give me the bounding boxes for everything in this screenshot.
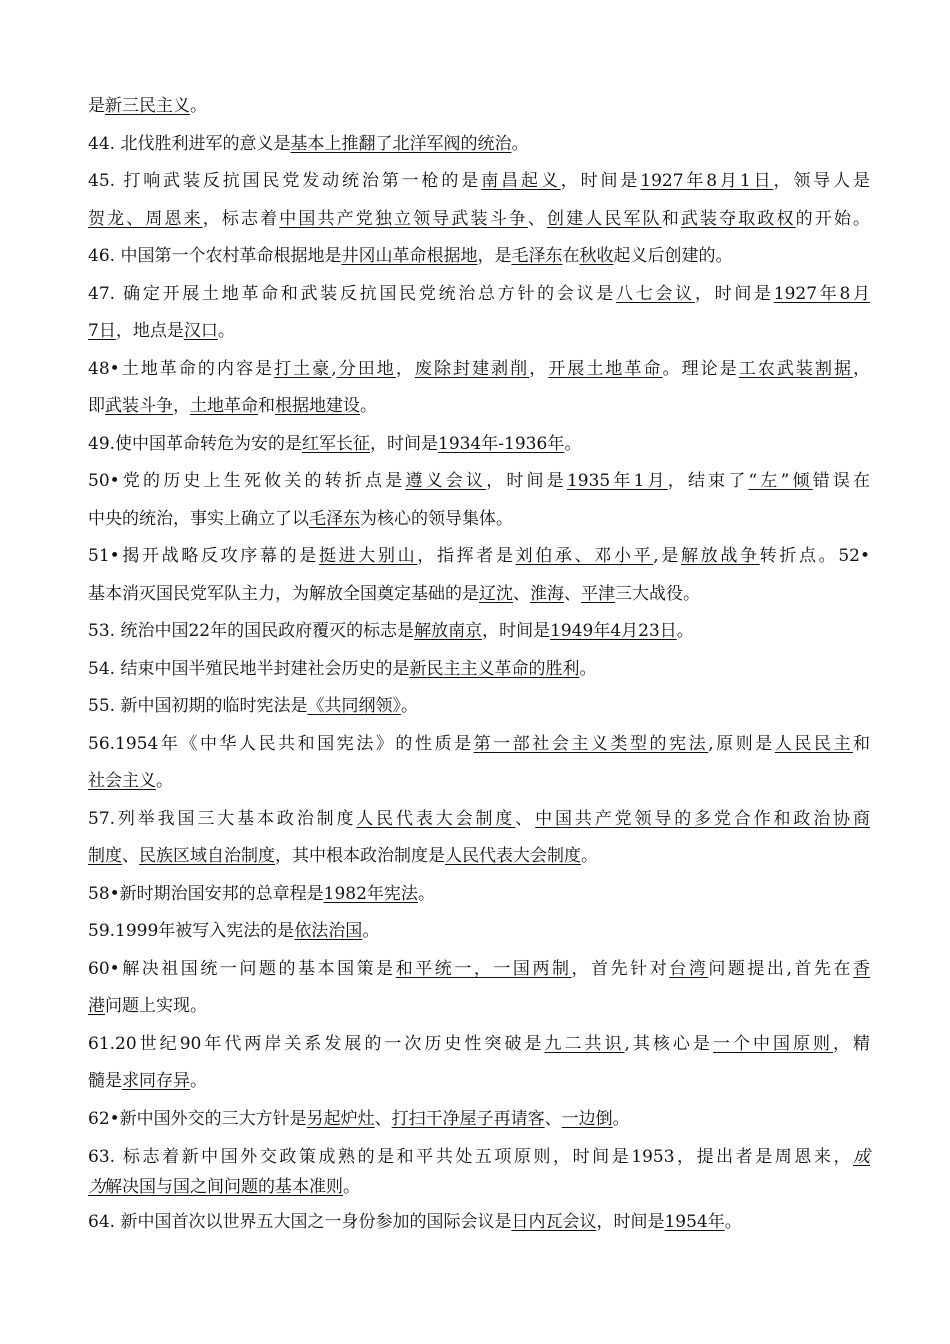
underlined-answer: 依法治国 [294,921,363,941]
text-line [88,1063,870,1101]
text-run: 。理论是 [662,358,739,379]
underlined-answer: 毛泽东 [309,508,360,529]
underlined-answer: 中国共产党领导的多党合作和政治协商 [535,808,870,829]
text-line [88,726,870,764]
text-line [88,688,870,726]
underlined-answer: 红军长征 [302,433,371,454]
text-line [88,88,870,126]
underlined-answer: 武装斗争 [105,396,173,416]
text-run: 。 [564,433,582,454]
underlined-answer: 人民民主 [774,733,854,754]
text-line [88,651,870,689]
text-run: , [331,358,337,379]
text-run: 63. 标志着新中国外交政策成熟的是和平共处五项原则，时间是1953，提出者是周恩来， [88,1147,853,1167]
text-run: 是 [88,96,105,116]
text-line [88,201,870,239]
underlined-answer: 一个中国原则 [712,1033,833,1054]
text-run: 。 [343,1177,360,1197]
text-run: 58•新时期治国安邦的总章程是 [88,883,324,904]
text-run: ，指挥者是 [417,546,516,566]
text-run: 、 [564,583,581,604]
underlined-answer: 1935年1月 [566,471,668,491]
text-line [88,1174,870,1200]
text-line [88,838,870,876]
text-line [88,988,870,1026]
text-line [88,1144,870,1170]
text-run: 。 [400,696,418,716]
underlined-answer: 九二共识 [544,1033,625,1054]
text-run: ，精 [833,1033,871,1054]
underlined-answer: 第一部社会主义类型的宪法 [473,733,709,754]
text-run: 62•新中国外交的三大方针是 [88,1108,307,1129]
text-run: 61.20世纪90年代两岸关系发展的一次历史性突破是 [88,1033,545,1054]
underlined-answer: 民族区域自治制度 [139,846,275,866]
text-run: ， [395,358,415,379]
text-run: ， [173,396,190,416]
underlined-answer: 挺进大别山 [318,546,418,566]
underlined-answer: 毛泽东 [511,246,563,266]
text-run: 、 [527,208,547,229]
text-run: 。 [612,1108,630,1129]
text-run: 问题上实现。 [105,996,207,1016]
text-line [88,763,870,801]
text-line [88,426,870,464]
underlined-answer: 基本上推翻了北洋军阀的统治 [290,133,512,154]
underlined-answer: 刘伯承、邓小平 [515,546,654,566]
text-run: 。 [581,846,598,866]
text-run: ，首先针对 [571,958,670,979]
text-run: ，地点是 [115,321,184,341]
text-run: ，结束了 [667,471,749,491]
underlined-answer: 另起炉灶 [306,1108,375,1129]
text-run: ， [853,358,871,379]
text-run: 。 [676,621,694,641]
underlined-answer: 成 [853,1147,870,1167]
underlined-answer: 淮海 [530,583,564,604]
underlined-answer: 八七会议 [616,283,695,304]
underlined-answer: 1927年8月1日 [640,171,774,191]
text-run: 为核心的领导集体。 [360,508,513,529]
document-body [88,88,870,1242]
underlined-answer: 解放战争 [681,546,760,566]
text-run: ，领导人是 [773,171,870,191]
underlined-answer: 新三民主义 [105,96,190,116]
underlined-answer: 人民代表大会制度 [356,808,516,829]
underlined-answer: 武装夺取政权 [680,208,796,229]
text-run: 55. 新中国初期的临时宪法是 [88,696,308,716]
text-run: 。 [190,96,207,116]
underlined-answer: 分田地 [336,358,396,379]
text-line [88,913,870,951]
underlined-answer: 1949年4月23日 [550,621,677,641]
underlined-answer: 遵义会议 [405,471,487,491]
text-run: 51•揭开战略反攻序幕的是 [88,546,319,566]
text-run: 和 [661,208,681,229]
text-run: 即 [88,396,105,416]
underlined-answer: 1982年宪法 [323,883,418,904]
underlined-answer: 辽沈 [479,583,513,604]
text-run: 。 [360,396,377,416]
text-run: 、 [515,808,536,829]
text-run: 、 [513,583,530,604]
underlined-answer: 7日 [88,321,116,341]
underlined-answer: 开展土地革命 [548,358,663,379]
text-run: 56.1954年《中华人民共和国宪法》的性质是 [88,733,474,754]
text-run: 50•党的历史上生死攸关的转折点是 [88,471,406,491]
text-run: ，其中根本政治制度是 [275,846,445,866]
underlined-answer: 打扫干净屋子再请客 [391,1108,545,1129]
underlined-answer: “左”倾 [748,471,813,491]
text-run: 44. 北伐胜利进军的意义是 [88,133,291,154]
text-run: 中央的统治，事实上确立了以 [88,508,309,529]
text-run: 60•解决祖国统一问题的基本国策是 [88,958,396,979]
underlined-answer: 港 [88,996,105,1016]
text-line [88,163,870,201]
underlined-answer: 南昌起义 [481,171,561,191]
text-line [88,576,870,614]
text-run: 、 [544,1108,562,1129]
text-run: 起义后创建的。 [613,246,733,266]
text-run: ,原则是 [708,733,775,754]
text-run: ，时间是 [370,433,439,454]
underlined-answer: 工农武装割据 [738,358,854,379]
underlined-answer: 根据地建设 [275,396,360,416]
underlined-answer: 1934年-1936年 [438,433,565,454]
text-line [88,876,870,914]
text-line [88,238,870,276]
underlined-answer: 土地革命 [190,396,258,416]
text-line [88,801,870,839]
underlined-answer: 汉口 [183,321,218,341]
text-run: 。 [190,1071,207,1091]
text-line [88,276,870,314]
text-run: 。 [362,921,380,941]
text-run: 基本消灭国民党军队主力，为解放全国奠定基础的是 [88,583,479,604]
underlined-answer: 日内瓦会议 [511,1212,597,1232]
underlined-answer: 解放南京 [414,621,483,641]
text-run: 转折点。52• [759,546,871,566]
text-run: ，时间是 [482,621,551,641]
text-run: 48•土地革命的内容是 [88,358,275,379]
text-run: ， [529,358,549,379]
underlined-answer: 为 [88,1177,105,1197]
underlined-answer: 中国共产党独立领导武装斗争 [279,208,528,229]
text-line [88,388,870,426]
text-run: ，时间是 [694,283,774,304]
text-run: 。 [579,658,597,679]
underlined-answer: 秋收 [579,246,614,266]
underlined-answer: 和平统一，一国两制 [395,958,572,979]
underlined-answer: 人民代表大会制度 [445,846,581,866]
text-run: 、 [122,846,139,866]
text-line [88,501,870,539]
text-run: 53. 统治中国22年的国民政府覆灭的标志是 [88,621,415,641]
text-run: 59.1999年被写入宪法的是 [88,921,295,941]
underlined-answer: 解决国与国之间问题的基本准则 [105,1177,343,1197]
text-line [88,463,870,501]
text-line [88,351,870,389]
text-run: 。 [417,883,435,904]
text-run: ,是 [653,546,682,566]
text-run: 。 [511,133,529,154]
text-run: 在 [562,246,580,266]
text-run: 的开始。 [795,208,870,229]
text-run: ，时间是 [560,171,641,191]
underlined-answer: 1954年 [664,1212,725,1232]
text-run: 问题提出,首先在 [708,958,854,979]
text-line [88,1026,870,1064]
underlined-answer: 贺龙、周恩来 [88,208,203,229]
underlined-answer: 制度 [88,846,122,866]
underlined-answer: 废除封建剥削 [414,358,530,379]
underlined-answer: 新民主主义革命的胜利 [409,658,580,679]
text-run: 47. 确定开展土地革命和武装反抗国民党统治总方针的会议是 [88,283,617,304]
underlined-answer: 《共同纲领》 [307,696,401,716]
text-run: 和 [853,733,871,754]
text-run: 和 [258,396,275,416]
text-run: 57.列举我国三大基本政治制度 [88,808,357,829]
text-run: 。 [724,1212,742,1232]
text-run: 。 [217,321,235,341]
text-run: 46. 中国第一个农村革命根据地是 [88,246,342,266]
text-run: ,其核心是 [624,1033,713,1054]
underlined-answer: 社会主义 [88,771,156,791]
text-line [88,951,870,989]
underlined-answer: 香 [853,958,871,979]
text-line [88,613,870,651]
text-run: ，时间是 [486,471,567,491]
text-run: 。 [156,771,173,791]
underlined-answer: 台湾 [669,958,709,979]
underlined-answer: 打土豪 [274,358,332,379]
text-run: 45. 打响武装反抗国民党发动统治第一枪的是 [88,171,482,191]
underlined-answer: 创建人民军队 [547,208,662,229]
underlined-answer: 1927年8月 [773,283,871,304]
text-line [88,538,870,576]
underlined-answer: 平津 [581,583,615,604]
text-run: 、 [374,1108,392,1129]
text-run: 49.使中国革命转危为安的是 [88,433,303,454]
underlined-answer: 井冈山革命根据地 [341,246,478,266]
text-run: ，时间是 [596,1212,665,1232]
text-line [88,1101,870,1139]
text-run: 错误在 [812,471,871,491]
text-run: 三大战役。 [615,583,700,604]
text-line [88,126,870,164]
underlined-answer: 一边倒 [561,1108,613,1129]
text-line [88,1204,870,1242]
text-run: 髓是 [88,1071,122,1091]
underlined-answer: 求同存异 [122,1071,190,1091]
text-run: 54. 结束中国半殖民地半封建社会历史的是 [88,658,410,679]
text-line [88,313,870,351]
text-run: ，标志着 [202,208,280,229]
text-run: 64. 新中国首次以世界五大国之一身份参加的国际会议是 [88,1212,512,1232]
text-run: ，是 [477,246,512,266]
